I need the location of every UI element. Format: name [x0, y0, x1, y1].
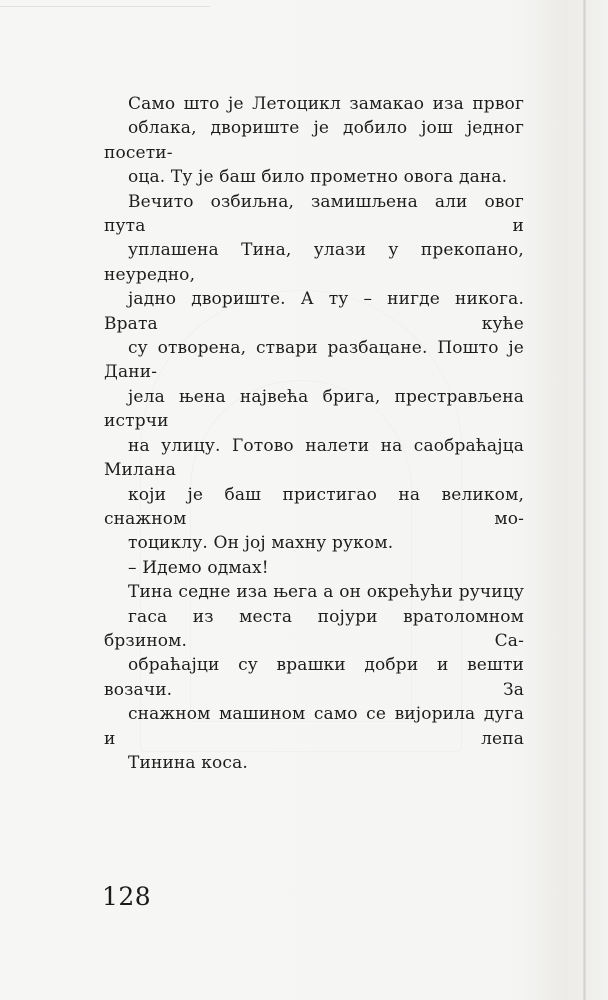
text-line: Тинина коса.: [128, 752, 248, 773]
body-text: [104, 92, 524, 775]
paragraph-3: [104, 580, 524, 775]
text-line: су отворена, ствари разбацане. Пошто је Дани-: [104, 338, 524, 383]
text-line: који је баш пристигао на великом, снажном мо-: [104, 484, 524, 529]
page-number: 128: [102, 882, 152, 911]
text-line: јадно двориште. А ту – нигде никога. Врата куће: [104, 289, 524, 334]
paragraph-1: [104, 92, 524, 190]
text-line: оца. Ту је баш било прометно овога дана.: [128, 167, 508, 188]
text-line: облака, двориште је добило још једног посети-: [104, 118, 524, 163]
scan-top-mark: [0, 6, 210, 7]
paragraph-2: [104, 190, 524, 556]
text-line: Само што је Летоцикл замакао иза првог: [128, 94, 524, 114]
text-line: Вечито озбиљна, замишљена али овог пута и: [104, 191, 524, 237]
text-line: јела њена највећа брига, престрављена истрчи: [104, 386, 524, 432]
text-line: обраћајци су врашки добри и вешти возачи. За: [104, 655, 524, 700]
text-line: Тина седне иза њега а он окрећући ручицу: [128, 582, 524, 603]
dialogue-line: [104, 556, 524, 580]
text-line: – Идемо одмах!: [128, 557, 269, 578]
text-line: уплашена Тина, улази у прекопано, неуредно,: [104, 240, 524, 285]
text-line: на улицу. Готово налети на саобраћајца Милана: [104, 435, 524, 481]
text-line: гаса из места појури вратоломном брзином. Са-: [104, 606, 524, 651]
page-edge-shadow: [583, 0, 586, 1000]
text-line: снажном машином само се вијорила дуга и лепа: [104, 704, 524, 749]
text-line: тоциклу. Он јој махну руком.: [128, 533, 394, 554]
